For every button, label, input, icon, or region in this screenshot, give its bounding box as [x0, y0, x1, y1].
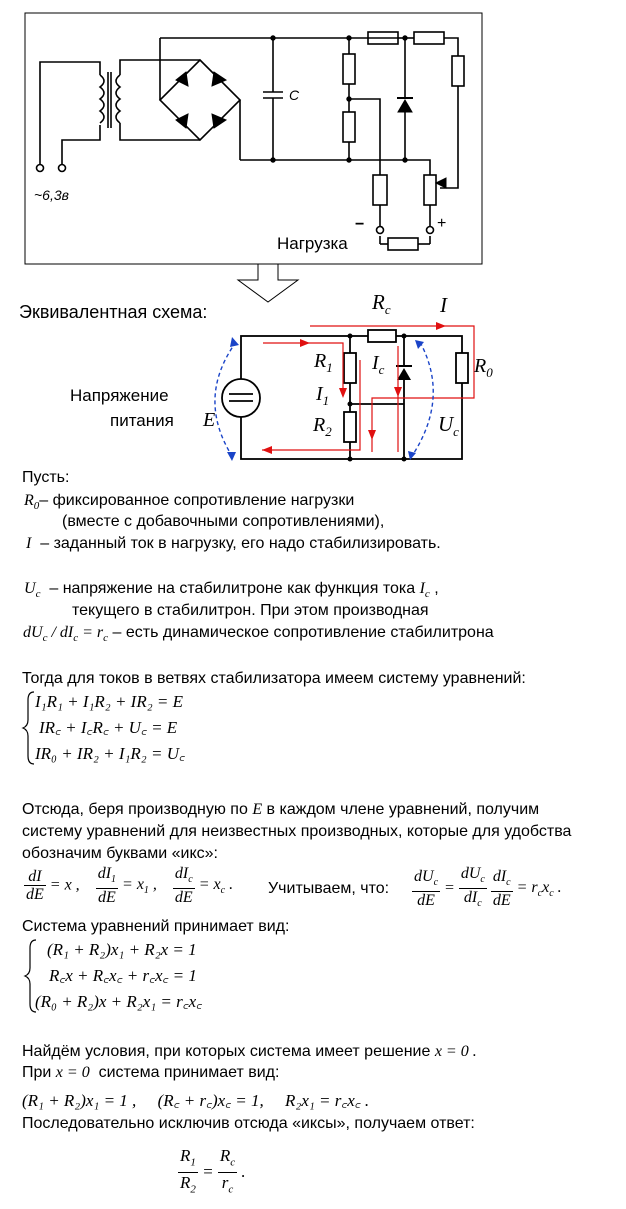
- label-R0: $R_0$: [474, 355, 493, 380]
- label-I1: $I_1$: [316, 383, 330, 408]
- equation-system-1: I₁R₁ + I₁R₂ + IR₂ = E IR꜀ + I꜀R꜀ + U꜀ = E IR₀ + IR₂ + I₁R₂ = U꜀: [35, 692, 185, 763]
- eliminate-text: Последовательно исключив отсюда «иксы», получаем ответ:: [22, 1115, 475, 1132]
- label-Ic: $I_c$: [372, 352, 385, 377]
- r0-definition-2: (вместе с добавочными сопротивлениями),: [62, 513, 385, 530]
- load-label: Нагрузка: [277, 234, 348, 253]
- derivative-relation: $\frac{dU_c}{dE}$ = $\frac{dU_c}{dI_c}$ $\frac{dI_c}{dE}$ = $r_cx_c$ .: [414, 865, 562, 910]
- i-definition: I – заданный ток в нагрузку, его надо стабилизировать.: [26, 535, 441, 552]
- reduced-equations: (R₁ + R₂)x₁ = 1 , (R꜀ + r꜀)x꜀ = 1, R₂x₁ = r꜀x꜀ .: [22, 1091, 370, 1110]
- let-heading: Пусть:: [22, 469, 70, 486]
- label-E: E: [203, 409, 216, 431]
- capacitor-label: C: [289, 87, 300, 103]
- label-Uc: $U_c$: [438, 412, 459, 440]
- deriv-intro-1: Отсюда, беря производную по E в каждом члене уравнений, получим: [22, 801, 540, 818]
- deriv-intro-2: систему уравнений для неизвестных производных, которые для удобства: [22, 823, 572, 840]
- equation-system-2: (R₁ + R₂)x₁ + R₂x = 1 R꜀x + R꜀x꜀ + r꜀x꜀ = 1 (R₀ + R₂)x + R₂x₁ = r꜀x꜀: [35, 940, 203, 1011]
- system-form-text: Система уравнений принимает вид:: [22, 918, 290, 935]
- minus-terminal: −: [355, 216, 365, 233]
- r0-definition-1: $R_0-$ фиксированное сопротивление нагрузки: [24, 492, 355, 513]
- considering-text: Учитываем, что:: [268, 880, 390, 897]
- label-R1: $R_1$: [314, 350, 333, 375]
- label-R2: $R_2$: [313, 414, 332, 439]
- x-definitions: $\frac{dI}{dE}$ = x , $\frac{dI_1}{dE}$ = $x_1$ , $\frac{dI_c}{dE}$ = $x_c$ .: [26, 865, 234, 907]
- uc-definition-1: $U_c$ – напряжение на стабилитроне как функция тока $I_c$ ,: [24, 580, 439, 601]
- at-x0-text: При x = 0 система принимает вид:: [22, 1064, 280, 1081]
- supply-caption-1: Напряжение: [70, 386, 169, 405]
- system-intro: Тогда для токов в ветвях стабилизатора имеем систему уравнений:: [22, 670, 526, 687]
- final-answer: $\frac{R_1}{R_2}$ = $\frac{R_c}{r_c}$ .: [180, 1146, 246, 1196]
- plus-terminal: +: [437, 215, 447, 232]
- rc-definition: $dU_c / dI_c = r_c$ – есть динамическое сопротивление стабилитрона: [23, 624, 494, 645]
- find-condition-text: Найдём условия, при которых система имеет решение x = 0 .: [22, 1043, 477, 1060]
- equivalent-title: Эквивалентная схема:: [19, 302, 208, 322]
- supply-caption-2: питания: [110, 411, 174, 430]
- uc-definition-2: текущего в стабилитрон. При этом производная: [72, 602, 429, 619]
- deriv-intro-3: обозначим буквами «икс»:: [22, 845, 218, 862]
- supply-voltage-label: ~6,3в: [34, 187, 69, 203]
- label-I: I: [440, 293, 447, 317]
- label-Rc: $R_c$: [372, 290, 391, 318]
